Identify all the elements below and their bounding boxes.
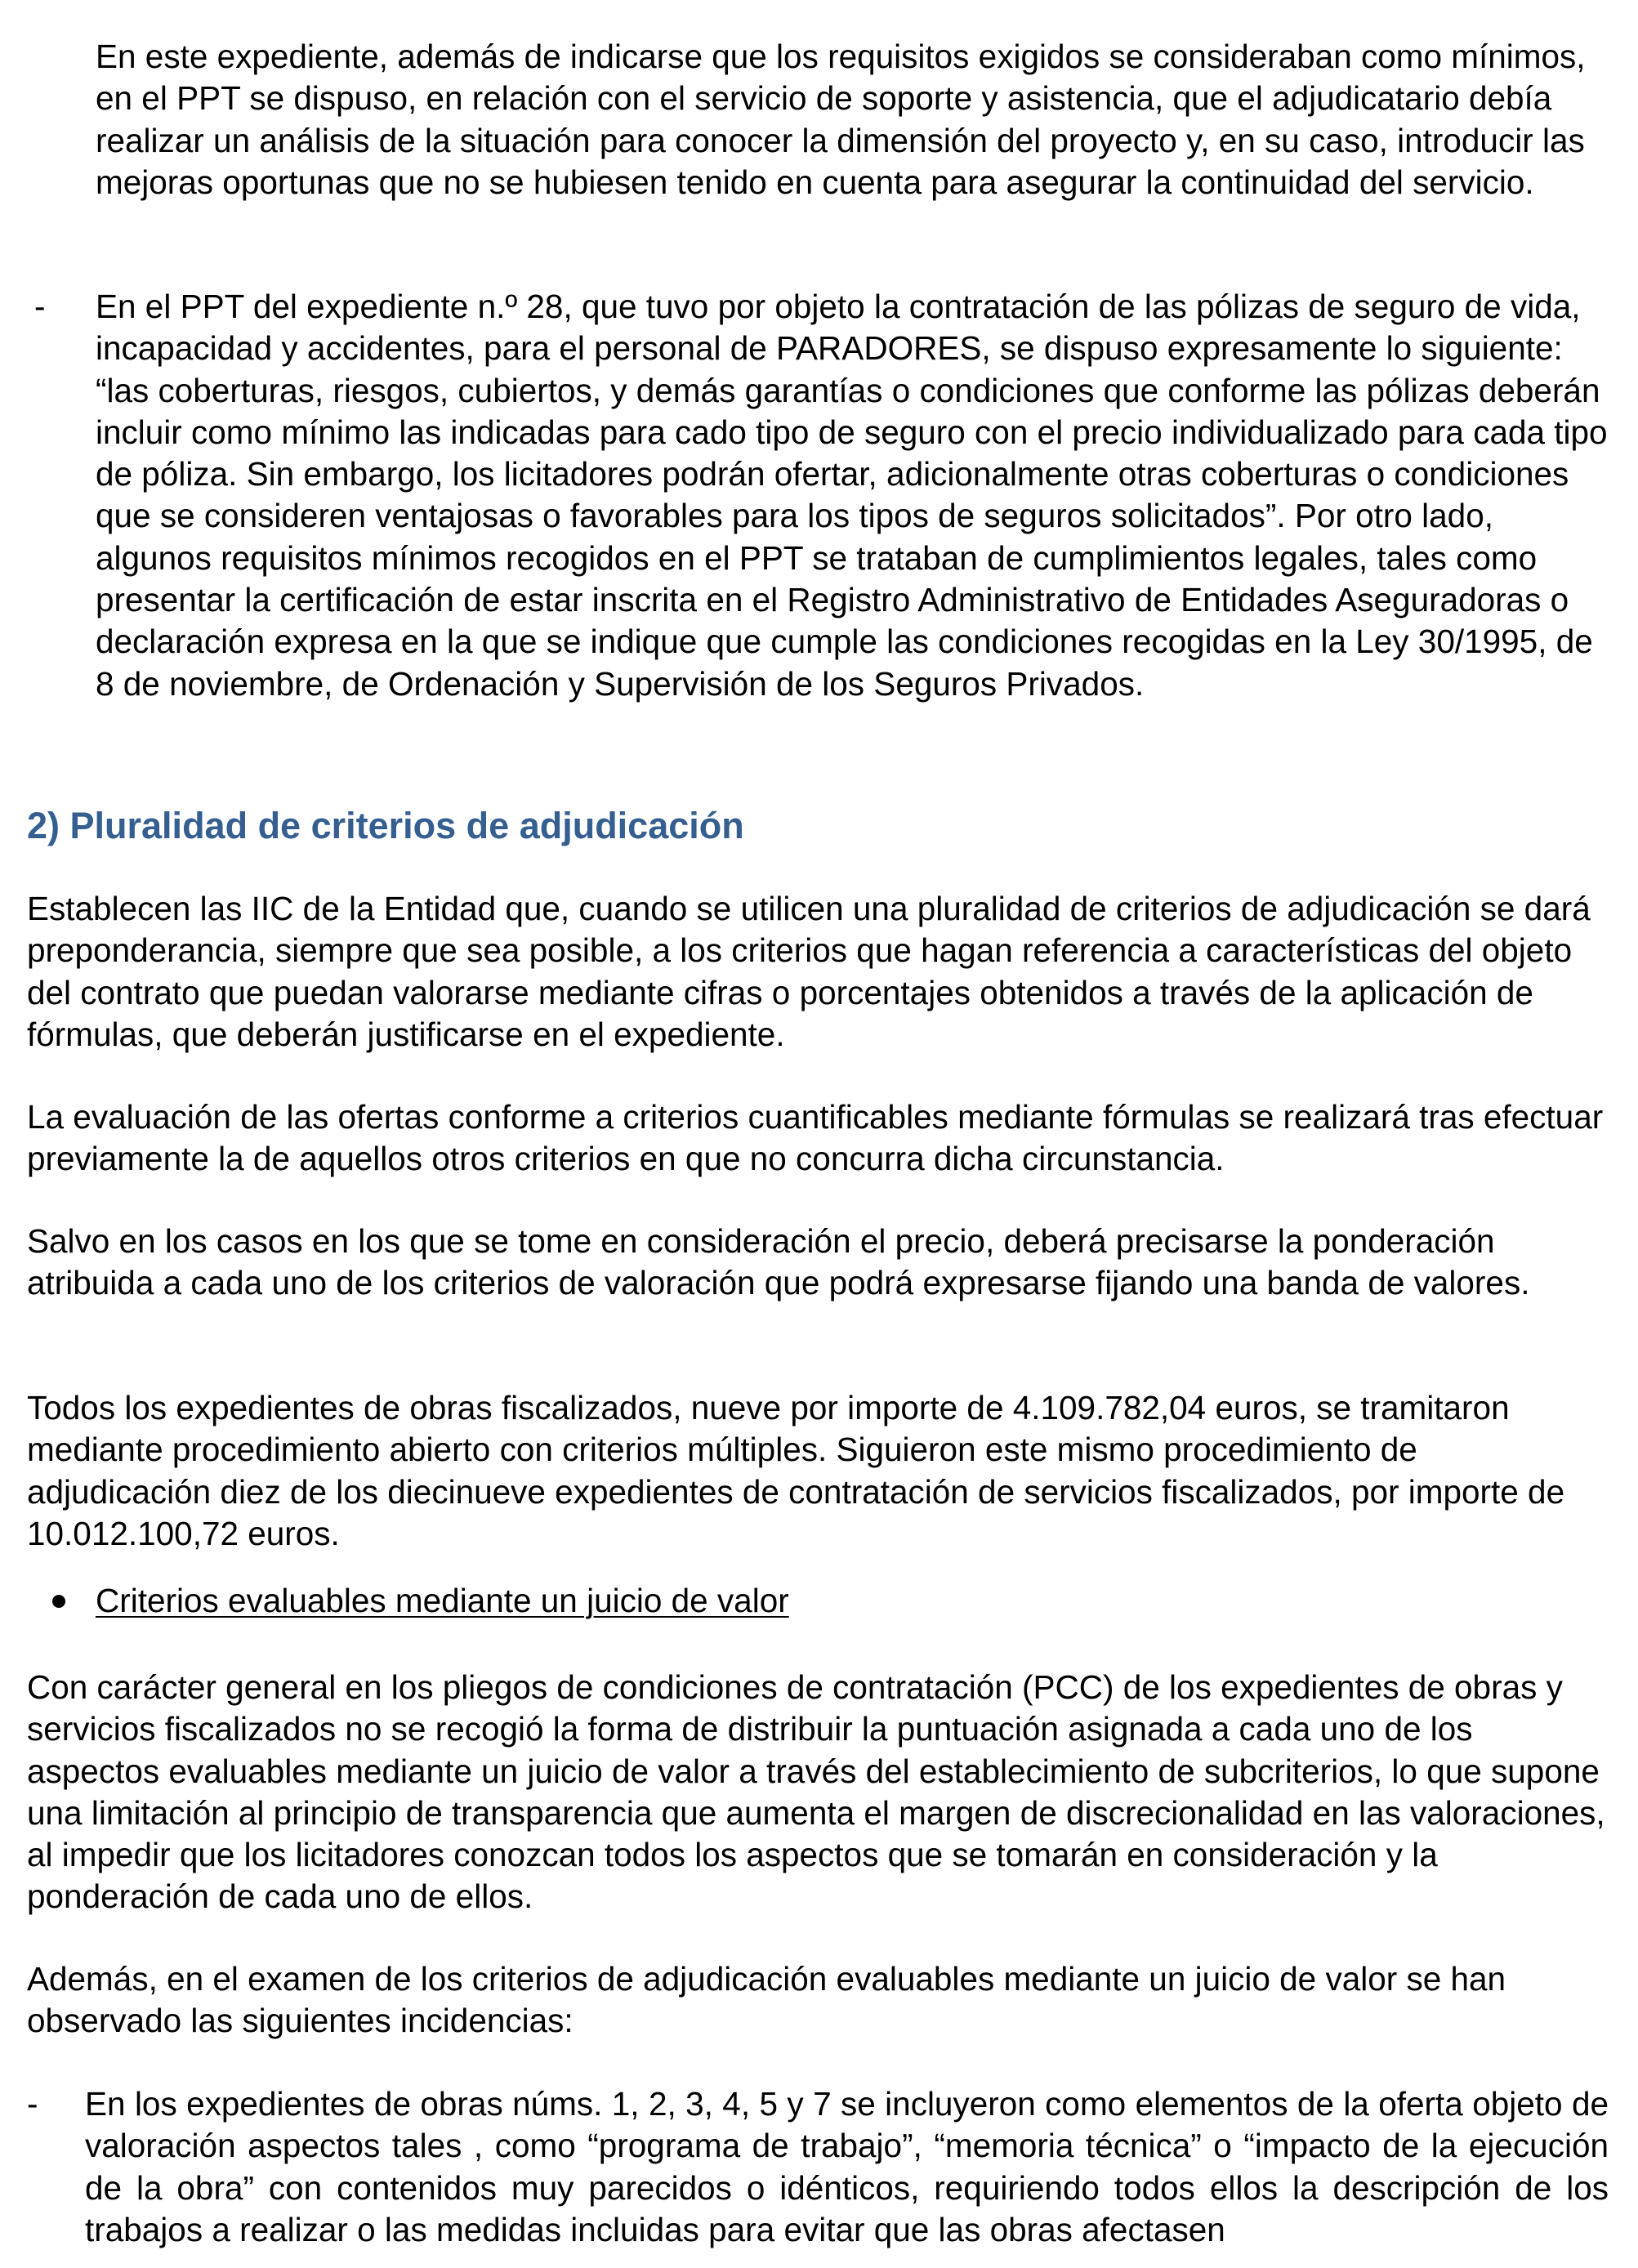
paragraph-support-service: En este expediente, además de indicarse que los requisitos exigidos se consideraban como mínimos, en el PPT se dispuso, en relación con el servicio de soporte y asistencia, que el adjudicatario debía realizar un análisis de la situación para conocer la dimensión del proyecto y, en su caso, introducir las mejoras oportunas que no se hubiesen tenido en cuenta para asegurar la continuidad del servicio. xyxy=(96,38,1586,201)
bullet-dot-icon xyxy=(49,1592,69,1611)
paragraph-pcc-subcriterios: Con carácter general en los pliegos de condiciones de contratación (PCC) de los expedientes de obras y servicios fiscalizados no se recogió la forma de distribuir la puntuación asignada a cada uno de los aspectos evaluables mediante un juicio de valor a través del establecimiento de subcriterios, lo que supone una limitación al principio de transparencia que aumenta el margen de discrecionalidad en las valoraciones, al impedir que los licitadores conozcan todos los aspectos que se tomarán en consideración y la ponderación de cada uno de ellos. xyxy=(27,1668,1605,1916)
list-item-expedientes-obras: En los expedientes de obras núms. 1, 2, 3, 4, 5 y 7 se incluyeron como elementos de la oferta objeto de valoración aspectos tales , como “programa de trabajo”, “memoria técnica” o “impacto de la ejecución de la obra” con contenidos muy parecidos o idénticos, requiriendo todos ellos la descripción de los trabajos a realizar o las medidas incluidas para evitar que las obras afectasen xyxy=(85,2085,1609,2248)
paragraph-iic-criteria: Establecen las IIC de la Entidad que, cuando se utilicen una pluralidad de criterios de adjudicación se dará preponderancia, siempre que sea posible, a los criterios que hagan referencia a características del objeto del contrato que puedan valorarse mediante cifras o porcentajes obtenidos a través de la aplicación de fórmulas, que deberán justificarse en el expediente. xyxy=(27,890,1591,1053)
paragraph-incidencias-intro: Además, en el examen de los criterios de adjudicación evaluables mediante un juicio de valor se han observado las siguientes incidencias: xyxy=(27,1960,1506,2040)
list-dash-marker: - xyxy=(27,2085,38,2123)
list-dash-marker: - xyxy=(34,288,46,325)
list-item-expediente-28: En el PPT del expediente n.º 28, que tuvo por objeto la contratación de las pólizas de seguro de vida, incapacidad y accidentes, para el personal de PARADORES, se dispuso expresamente lo siguiente: “las coberturas, riesgos, cubiertos, y demás garantías o condiciones que conforme las pólizas deberán incluir como mínimo las indicadas para cado tipo de seguro con el precio individualizado para cada tipo de póliza. Sin embargo, los licitadores podrán ofertar, adicionalmente otras coberturas o condiciones que se consideren ventajosas o favorables para los tipos de seguros solicitados”. Por otro lado, algunos requisitos mínimos recogidos en el PPT se trataban de cumplimientos legales, tales como presentar la certificación de estar inscrita en el Registro Administrativo de Entidades Aseguradoras o declaración expresa en la que se indique que cumple las condiciones recogidas en la Ley 30/1995, de 8 de noviembre, de Ordenación y Supervisión de los Seguros Privados. xyxy=(96,288,1608,703)
section-heading: 2) Pluralidad de criterios de adjudicación xyxy=(27,805,744,846)
paragraph-price-weighting: Salvo en los casos en los que se tome en consideración el precio, deberá precisarse la ponderación atribuida a cada uno de los criterios de valoración que podrá expresarse fijando una banda de valores. xyxy=(27,1222,1530,1302)
paragraph-evaluation-order: La evaluación de las ofertas conforme a criterios cuantificables mediante fórmulas se realizará tras efectuar previamente la de aquellos otros criterios en que no concurra dicha circunstancia. xyxy=(27,1098,1604,1178)
paragraph-expedientes-obras: Todos los expedientes de obras fiscalizados, nueve por importe de 4.109.782,04 euros, se tramitaron mediante procedimiento abierto con criterios múltiples. Siguieron este mismo procedimiento de adjudicación diez de los diecinueve expedientes de contratación de servicios fiscalizados, por importe de 10.012.100,72 euros. xyxy=(27,1389,1565,1552)
bullet-item-criterios-juicio-valor: Criterios evaluables mediante un juicio de valor xyxy=(96,1582,789,1619)
